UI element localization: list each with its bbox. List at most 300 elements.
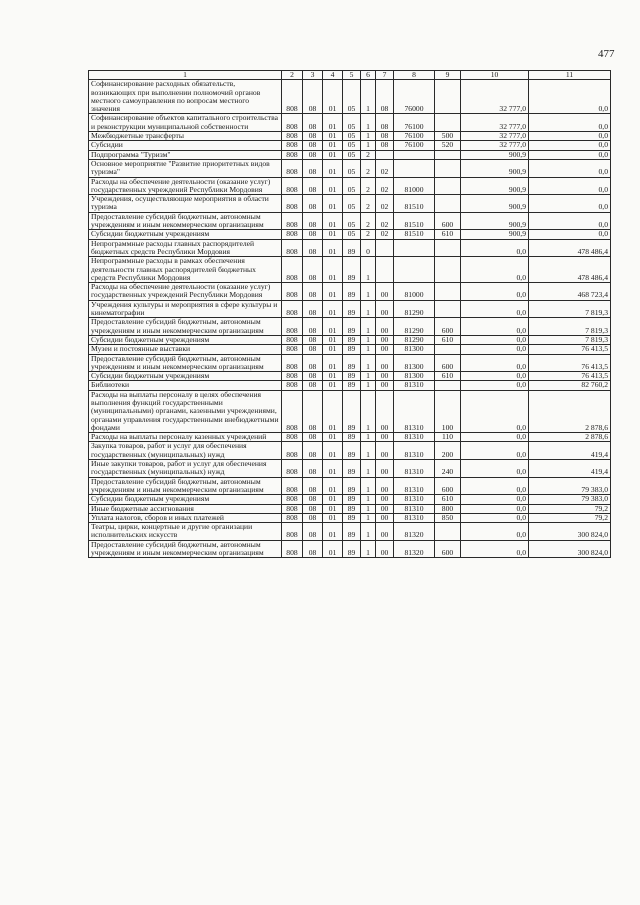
col-10-amount: 32 777,0 — [461, 114, 529, 132]
col-6-code: 1 — [361, 257, 376, 283]
col-8-code — [394, 239, 435, 257]
col-7-code: 00 — [376, 381, 394, 390]
col-2-code: 808 — [282, 390, 303, 432]
col-2-code: 808 — [282, 504, 303, 513]
col-4-code: 01 — [323, 132, 343, 141]
col-6-code: 1 — [361, 114, 376, 132]
col-11-amount: 0,0 — [529, 114, 611, 132]
col-11-amount: 0,0 — [529, 195, 611, 213]
col-9-code: 600 — [435, 477, 461, 495]
col-5-code: 05 — [343, 195, 361, 213]
col-10-amount: 0,0 — [461, 513, 529, 522]
row-name: Расходы на обеспечение деятельности (оказание услуг) государственных учреждений Республики Мордовия — [89, 177, 282, 195]
col-5-code: 05 — [343, 230, 361, 239]
col-9-code — [435, 283, 461, 301]
col-11-amount: 419,4 — [529, 442, 611, 460]
col-11-amount: 7 819,3 — [529, 335, 611, 344]
col-2-code: 808 — [282, 372, 303, 381]
col-10-amount: 0,0 — [461, 460, 529, 478]
row-name: Расходы на выплаты персоналу в целях обеспечения выполнения функций государственными (муниципальными) органами, казенными учреждениями, органами управления государственными внебюджетными фондами — [89, 390, 282, 432]
col-8-code: 81310 — [394, 390, 435, 432]
col-8-code: 81290 — [394, 318, 435, 336]
col-5-code: 89 — [343, 354, 361, 372]
col-6-code: 1 — [361, 300, 376, 318]
col-4-code: 01 — [323, 433, 343, 442]
col-8-code: 81290 — [394, 300, 435, 318]
col-7-code: 08 — [376, 114, 394, 132]
col-9-code: 500 — [435, 132, 461, 141]
col-4-code: 01 — [323, 504, 343, 513]
col-2-code: 808 — [282, 159, 303, 177]
col-3-code: 08 — [303, 513, 323, 522]
row-name: Софинансирование расходных обязательств, возникающих при выполнении полномочий органов местного самоуправления по вопросам местного значения — [89, 80, 282, 114]
col-7-code: 00 — [376, 504, 394, 513]
col-7-code — [376, 150, 394, 159]
col-3-code: 08 — [303, 177, 323, 195]
col-10-amount: 0,0 — [461, 345, 529, 354]
row-name: Библиотеки — [89, 381, 282, 390]
table-row — [89, 390, 611, 432]
col-10-amount: 900,9 — [461, 212, 529, 230]
col-2-code: 808 — [282, 80, 303, 114]
table-header-row — [89, 71, 611, 80]
row-name: Уплата налогов, сборов и иных платежей — [89, 513, 282, 522]
col-4-code: 01 — [323, 523, 343, 541]
col-11-amount: 76 413,5 — [529, 345, 611, 354]
col-4-code: 01 — [323, 141, 343, 150]
table-row — [89, 150, 611, 159]
col-2-code: 808 — [282, 195, 303, 213]
col-3-code: 08 — [303, 433, 323, 442]
table-row — [89, 230, 611, 239]
col-4-code: 01 — [323, 477, 343, 495]
col-11-amount: 79,2 — [529, 504, 611, 513]
table-row — [89, 335, 611, 344]
col-4-code: 01 — [323, 335, 343, 344]
col-4-code: 01 — [323, 150, 343, 159]
col-5-code: 89 — [343, 239, 361, 257]
table-row — [89, 477, 611, 495]
table-row — [89, 318, 611, 336]
row-name: Расходы на выплаты персоналу казенных учреждений — [89, 433, 282, 442]
col-3-code: 08 — [303, 230, 323, 239]
col-8-code: 76100 — [394, 132, 435, 141]
col-9-code — [435, 345, 461, 354]
col-6-code: 1 — [361, 477, 376, 495]
col-10-amount: 0,0 — [461, 239, 529, 257]
col-5-code: 05 — [343, 159, 361, 177]
col-9-code — [435, 80, 461, 114]
col-9-code: 610 — [435, 230, 461, 239]
col-6-code: 1 — [361, 354, 376, 372]
row-name: Предоставление субсидий бюджетным, автономным учреждениям и иным некоммерческим организациям — [89, 540, 282, 558]
col-6-code: 1 — [361, 372, 376, 381]
col-5-code: 89 — [343, 442, 361, 460]
col-11-amount: 7 819,3 — [529, 300, 611, 318]
col-11-amount: 478 486,4 — [529, 239, 611, 257]
table-row — [89, 132, 611, 141]
col-9-code — [435, 177, 461, 195]
col-11-amount: 79 383,0 — [529, 495, 611, 504]
row-name: Основное мероприятие "Развитие приоритетных видов туризма" — [89, 159, 282, 177]
col-11-amount: 0,0 — [529, 132, 611, 141]
table-row — [89, 300, 611, 318]
column-header-9: 9 — [435, 71, 461, 80]
col-2-code: 808 — [282, 257, 303, 283]
col-10-amount: 32 777,0 — [461, 141, 529, 150]
col-6-code: 2 — [361, 230, 376, 239]
column-header-1: 1 — [89, 71, 282, 80]
col-6-code: 2 — [361, 195, 376, 213]
column-header-11: 11 — [529, 71, 611, 80]
col-10-amount: 0,0 — [461, 495, 529, 504]
col-8-code: 81300 — [394, 372, 435, 381]
col-7-code: 00 — [376, 283, 394, 301]
col-2-code: 808 — [282, 540, 303, 558]
col-2-code: 808 — [282, 212, 303, 230]
col-6-code: 1 — [361, 390, 376, 432]
col-8-code: 81310 — [394, 477, 435, 495]
table-row — [89, 177, 611, 195]
col-5-code: 89 — [343, 345, 361, 354]
col-9-code — [435, 114, 461, 132]
row-name: Субсидии бюджетным учреждениям — [89, 335, 282, 344]
row-name: Расходы на обеспечение деятельности (оказание услуг) государственных учреждений Республики Мордовия — [89, 283, 282, 301]
col-3-code: 08 — [303, 504, 323, 513]
col-11-amount: 300 824,0 — [529, 523, 611, 541]
col-6-code: 1 — [361, 132, 376, 141]
col-3-code: 08 — [303, 523, 323, 541]
col-9-code: 850 — [435, 513, 461, 522]
table-row — [89, 433, 611, 442]
col-9-code: 200 — [435, 442, 461, 460]
col-11-amount: 0,0 — [529, 141, 611, 150]
col-7-code: 00 — [376, 372, 394, 381]
col-8-code: 81000 — [394, 283, 435, 301]
col-4-code: 01 — [323, 390, 343, 432]
col-6-code: 1 — [361, 540, 376, 558]
col-2-code: 808 — [282, 442, 303, 460]
column-header-3: 3 — [303, 71, 323, 80]
row-name: Учреждения культуры и мероприятия в сфере культуры и кинематографии — [89, 300, 282, 318]
row-name: Субсидии бюджетным учреждениям — [89, 230, 282, 239]
row-name: Закупка товаров, работ и услуг для обеспечения государственных (муниципальных) нужд — [89, 442, 282, 460]
col-6-code: 1 — [361, 318, 376, 336]
col-7-code: 00 — [376, 513, 394, 522]
col-10-amount: 0,0 — [461, 283, 529, 301]
col-9-code — [435, 257, 461, 283]
col-11-amount: 0,0 — [529, 212, 611, 230]
col-11-amount: 0,0 — [529, 230, 611, 239]
col-6-code: 1 — [361, 442, 376, 460]
col-10-amount: 0,0 — [461, 318, 529, 336]
col-11-amount: 76 413,5 — [529, 372, 611, 381]
col-10-amount: 32 777,0 — [461, 80, 529, 114]
col-2-code: 808 — [282, 335, 303, 344]
col-4-code: 01 — [323, 318, 343, 336]
col-10-amount: 32 777,0 — [461, 132, 529, 141]
table-row — [89, 540, 611, 558]
col-2-code: 808 — [282, 141, 303, 150]
col-8-code: 76000 — [394, 80, 435, 114]
col-8-code: 81310 — [394, 513, 435, 522]
col-4-code: 01 — [323, 460, 343, 478]
table-row — [89, 114, 611, 132]
col-3-code: 08 — [303, 460, 323, 478]
col-7-code: 08 — [376, 141, 394, 150]
col-5-code: 89 — [343, 257, 361, 283]
col-6-code: 1 — [361, 283, 376, 301]
row-name: Предоставление субсидий бюджетным, автономным учреждениям и иным некоммерческим организациям — [89, 318, 282, 336]
col-7-code: 00 — [376, 318, 394, 336]
col-5-code: 89 — [343, 318, 361, 336]
col-6-code: 1 — [361, 523, 376, 541]
table-row — [89, 212, 611, 230]
col-5-code: 89 — [343, 523, 361, 541]
col-3-code: 08 — [303, 80, 323, 114]
col-8-code: 81320 — [394, 523, 435, 541]
budget-table — [88, 70, 611, 558]
col-2-code: 808 — [282, 381, 303, 390]
col-5-code: 89 — [343, 504, 361, 513]
col-5-code: 05 — [343, 177, 361, 195]
col-8-code: 81310 — [394, 433, 435, 442]
col-7-code: 00 — [376, 300, 394, 318]
col-11-amount: 7 819,3 — [529, 318, 611, 336]
col-7-code: 02 — [376, 195, 394, 213]
col-9-code: 600 — [435, 318, 461, 336]
table-row — [89, 257, 611, 283]
col-10-amount: 900,9 — [461, 159, 529, 177]
col-5-code: 89 — [343, 283, 361, 301]
column-header-5: 5 — [343, 71, 361, 80]
col-3-code: 08 — [303, 150, 323, 159]
col-5-code: 89 — [343, 477, 361, 495]
col-9-code: 610 — [435, 372, 461, 381]
col-8-code: 81300 — [394, 345, 435, 354]
col-8-code: 81310 — [394, 442, 435, 460]
row-name: Иные закупки товаров, работ и услуг для обеспечения государственных (муниципальных) нужд — [89, 460, 282, 478]
col-4-code: 01 — [323, 495, 343, 504]
col-10-amount: 0,0 — [461, 372, 529, 381]
col-4-code: 01 — [323, 354, 343, 372]
col-2-code: 808 — [282, 513, 303, 522]
col-2-code: 808 — [282, 495, 303, 504]
col-11-amount: 478 486,4 — [529, 257, 611, 283]
col-9-code — [435, 150, 461, 159]
col-7-code — [376, 257, 394, 283]
col-3-code: 08 — [303, 354, 323, 372]
column-header-6: 6 — [361, 71, 376, 80]
col-10-amount: 900,9 — [461, 150, 529, 159]
col-10-amount: 900,9 — [461, 177, 529, 195]
col-3-code: 08 — [303, 495, 323, 504]
col-10-amount: 0,0 — [461, 335, 529, 344]
col-3-code: 08 — [303, 345, 323, 354]
col-3-code: 08 — [303, 335, 323, 344]
col-7-code: 02 — [376, 230, 394, 239]
col-2-code: 808 — [282, 477, 303, 495]
row-name: Субсидии — [89, 141, 282, 150]
col-9-code: 100 — [435, 390, 461, 432]
col-10-amount: 0,0 — [461, 433, 529, 442]
col-3-code: 08 — [303, 141, 323, 150]
table-row — [89, 354, 611, 372]
column-header-10: 10 — [461, 71, 529, 80]
col-4-code: 01 — [323, 80, 343, 114]
col-8-code: 81310 — [394, 460, 435, 478]
table-row — [89, 283, 611, 301]
col-8-code: 81310 — [394, 504, 435, 513]
col-2-code: 808 — [282, 354, 303, 372]
col-11-amount: 0,0 — [529, 150, 611, 159]
col-8-code — [394, 150, 435, 159]
col-3-code: 08 — [303, 239, 323, 257]
col-11-amount: 2 878,6 — [529, 433, 611, 442]
col-4-code: 01 — [323, 230, 343, 239]
col-9-code — [435, 523, 461, 541]
col-10-amount: 0,0 — [461, 381, 529, 390]
col-8-code — [394, 159, 435, 177]
col-6-code: 1 — [361, 335, 376, 344]
table-row — [89, 442, 611, 460]
col-3-code: 08 — [303, 114, 323, 132]
col-10-amount: 900,9 — [461, 195, 529, 213]
row-name: Театры, цирки, концертные и другие организации исполнительских искусств — [89, 523, 282, 541]
col-5-code: 89 — [343, 540, 361, 558]
col-5-code: 05 — [343, 141, 361, 150]
col-3-code: 08 — [303, 283, 323, 301]
table-row — [89, 460, 611, 478]
row-name: Межбюджетные трансферты — [89, 132, 282, 141]
table-row — [89, 495, 611, 504]
col-3-code: 08 — [303, 381, 323, 390]
col-4-code: 01 — [323, 345, 343, 354]
col-4-code: 01 — [323, 372, 343, 381]
col-8-code: 81510 — [394, 195, 435, 213]
col-7-code: 08 — [376, 80, 394, 114]
col-2-code: 808 — [282, 300, 303, 318]
row-name: Подпрограмма "Туризм" — [89, 150, 282, 159]
col-5-code: 05 — [343, 150, 361, 159]
col-4-code: 01 — [323, 212, 343, 230]
col-6-code: 2 — [361, 159, 376, 177]
col-11-amount: 79 383,0 — [529, 477, 611, 495]
col-6-code: 2 — [361, 150, 376, 159]
col-2-code: 808 — [282, 114, 303, 132]
col-6-code: 1 — [361, 495, 376, 504]
table-row — [89, 381, 611, 390]
col-3-code: 08 — [303, 477, 323, 495]
col-10-amount: 0,0 — [461, 540, 529, 558]
column-header-2: 2 — [282, 71, 303, 80]
col-6-code: 1 — [361, 460, 376, 478]
col-9-code — [435, 381, 461, 390]
col-8-code: 76100 — [394, 114, 435, 132]
col-11-amount: 82 760,2 — [529, 381, 611, 390]
col-5-code: 05 — [343, 212, 361, 230]
col-2-code: 808 — [282, 318, 303, 336]
table-row — [89, 372, 611, 381]
col-10-amount: 0,0 — [461, 257, 529, 283]
col-4-code: 01 — [323, 300, 343, 318]
table-row — [89, 504, 611, 513]
col-6-code: 1 — [361, 433, 376, 442]
col-7-code: 02 — [376, 177, 394, 195]
col-5-code: 05 — [343, 80, 361, 114]
col-8-code: 81310 — [394, 495, 435, 504]
col-2-code: 808 — [282, 230, 303, 239]
col-5-code: 89 — [343, 381, 361, 390]
col-9-code: 600 — [435, 212, 461, 230]
col-7-code: 00 — [376, 523, 394, 541]
col-3-code: 08 — [303, 300, 323, 318]
table-row — [89, 239, 611, 257]
row-name: Субсидии бюджетным учреждениям — [89, 372, 282, 381]
col-2-code: 808 — [282, 283, 303, 301]
col-7-code: 00 — [376, 335, 394, 344]
page-number: 477 — [598, 48, 615, 60]
column-header-4: 4 — [323, 71, 343, 80]
col-8-code: 76100 — [394, 141, 435, 150]
col-8-code: 81510 — [394, 230, 435, 239]
col-5-code: 89 — [343, 433, 361, 442]
col-11-amount: 0,0 — [529, 177, 611, 195]
col-4-code: 01 — [323, 283, 343, 301]
col-4-code: 01 — [323, 513, 343, 522]
col-6-code: 1 — [361, 381, 376, 390]
col-10-amount: 0,0 — [461, 354, 529, 372]
col-3-code: 08 — [303, 132, 323, 141]
col-3-code: 08 — [303, 390, 323, 432]
col-11-amount: 300 824,0 — [529, 540, 611, 558]
row-name: Предоставление субсидий бюджетным, автономным учреждениям и иным некоммерческим организациям — [89, 477, 282, 495]
col-9-code: 600 — [435, 540, 461, 558]
col-2-code: 808 — [282, 523, 303, 541]
col-3-code: 08 — [303, 159, 323, 177]
col-2-code: 808 — [282, 433, 303, 442]
col-7-code: 02 — [376, 159, 394, 177]
col-4-code: 01 — [323, 239, 343, 257]
col-4-code: 01 — [323, 177, 343, 195]
col-11-amount: 79,2 — [529, 513, 611, 522]
col-8-code: 81000 — [394, 177, 435, 195]
col-11-amount: 0,0 — [529, 80, 611, 114]
col-9-code: 520 — [435, 141, 461, 150]
row-name: Музеи и постоянные выставки — [89, 345, 282, 354]
col-2-code: 808 — [282, 239, 303, 257]
column-header-8: 8 — [394, 71, 435, 80]
col-5-code: 89 — [343, 460, 361, 478]
table-row — [89, 523, 611, 541]
row-name: Иные бюджетные ассигнования — [89, 504, 282, 513]
col-5-code: 89 — [343, 495, 361, 504]
col-9-code: 110 — [435, 433, 461, 442]
col-2-code: 808 — [282, 132, 303, 141]
col-11-amount: 0,0 — [529, 159, 611, 177]
col-7-code: 00 — [376, 442, 394, 460]
col-5-code: 89 — [343, 513, 361, 522]
col-8-code: 81300 — [394, 354, 435, 372]
col-10-amount: 0,0 — [461, 390, 529, 432]
col-9-code: 800 — [435, 504, 461, 513]
col-5-code: 89 — [343, 390, 361, 432]
row-name: Непрограммные расходы главных распорядителей бюджетных средств Республики Мордовия — [89, 239, 282, 257]
col-10-amount: 0,0 — [461, 442, 529, 460]
col-7-code: 00 — [376, 345, 394, 354]
col-9-code — [435, 239, 461, 257]
col-9-code: 600 — [435, 354, 461, 372]
